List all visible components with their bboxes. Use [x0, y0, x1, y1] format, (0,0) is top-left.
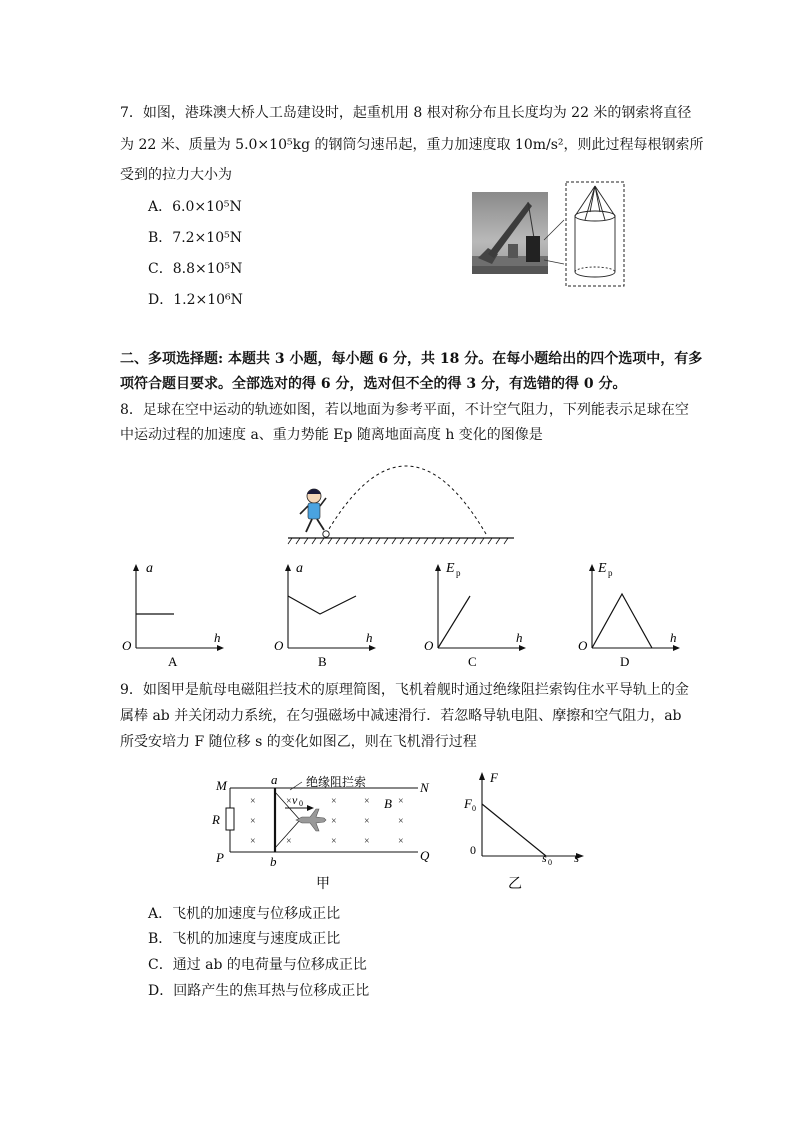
label-b: b: [270, 854, 277, 869]
graph-b-ylabel: a: [296, 561, 303, 576]
q9-option-c: C．通过 ab 的电荷量与位移成正比: [148, 957, 367, 973]
q7-line-3: 受到的拉力大小为: [120, 167, 232, 183]
label-f0: F: [464, 796, 472, 811]
graph-b-xlabel: h: [366, 630, 373, 645]
svg-text:×: ×: [398, 816, 404, 827]
label-r: R: [212, 812, 220, 827]
svg-text:×: ×: [398, 836, 404, 847]
graph-a-xlabel: h: [214, 630, 221, 645]
graph-c-line: [438, 596, 470, 648]
q7-figure: [468, 178, 628, 290]
football: [323, 531, 329, 537]
svg-text:×: ×: [250, 816, 256, 827]
label-v0: v: [292, 793, 298, 807]
label-p: P: [216, 850, 224, 865]
svg-text:×: ×: [331, 796, 337, 807]
graph-a: [120, 558, 230, 670]
fig-jia: [206, 768, 446, 892]
graph-c-option: C: [468, 654, 477, 669]
ball-trajectory: [326, 466, 486, 534]
q7-option-d: D．1.2×10⁶N: [148, 292, 243, 308]
svg-text:×: ×: [364, 796, 370, 807]
force-line: [482, 804, 546, 856]
graph-d-ylabel: E: [598, 561, 607, 576]
graph-a-option: A: [168, 654, 178, 669]
graph-c-ysub: p: [456, 568, 461, 578]
aircraft: [296, 809, 326, 831]
q7-line-2: 为 22 米、质量为 5.0×10⁵kg 的钢筒匀速吊起，重力加速度取 10m/s²，则此过程每根钢索所: [120, 137, 704, 153]
graph-d-line: [592, 594, 652, 648]
q9-line-2: 属棒 ab 并关闭动力系统，在匀强磁场中减速滑行．若忽略导轨电阻、摩擦和空气阻力，ab: [120, 708, 682, 724]
trajectory-figure: [286, 448, 516, 548]
graph-c-ylabel: E: [446, 561, 455, 576]
q9-option-b: B．飞机的加速度与速度成正比: [148, 931, 341, 947]
label-f0-sub: 0: [472, 804, 476, 813]
svg-text:×: ×: [250, 796, 256, 807]
label-origin: 0: [470, 843, 476, 857]
crane-photo: [472, 192, 548, 274]
player-figure: [300, 489, 326, 532]
label-q: Q: [420, 848, 430, 863]
svg-text:×: ×: [364, 836, 370, 847]
graph-d-option: D: [620, 654, 630, 669]
q7-line-1: 7．如图，港珠澳大桥人工岛建设时，起重机用 8 根对称分布且长度均为 22 米的钢索将直径: [120, 105, 692, 121]
cylinder-drawing: [575, 186, 615, 277]
fig-yi: [458, 764, 598, 892]
svg-text:×: ×: [331, 836, 337, 847]
q7-option-c: C．8.8×10⁵N: [148, 261, 243, 277]
q8-line-1: 8．足球在空中运动的轨迹如图，若以地面为参考平面，不计空气阻力，下列能表示足球在空: [120, 402, 689, 418]
q8-line-2: 中运动过程的加速度 a、重力势能 Ep 随离地面高度 h 变化的图像是: [120, 427, 543, 443]
caption-yi: 乙: [508, 877, 522, 892]
graph-a-origin: O: [122, 638, 132, 653]
graph-b-line: [288, 596, 356, 614]
label-s: s: [574, 850, 580, 865]
q9-option-a: A．飞机的加速度与位移成正比: [148, 906, 341, 922]
label-a: a: [271, 772, 278, 787]
q7-option-a: A．6.0×10⁵N: [148, 199, 242, 215]
graph-c-xlabel: h: [516, 630, 523, 645]
graph-c-origin: O: [424, 638, 434, 653]
graph-b: [268, 558, 378, 670]
q7-option-b: B．7.2×10⁵N: [148, 230, 242, 246]
graph-d-xlabel: h: [670, 630, 677, 645]
graph-b-option: B: [318, 654, 327, 669]
section2-line-2: 项符合题目要求。全部选对的得 6 分，选对但不全的得 3 分，有选错的得 0 分。: [120, 376, 627, 392]
graph-d-ysub: p: [608, 568, 613, 578]
svg-text:×: ×: [364, 816, 370, 827]
caption-jia: 甲: [316, 877, 330, 892]
graph-d-origin: O: [578, 638, 588, 653]
q9-option-d: D．回路产生的焦耳热与位移成正比: [148, 983, 370, 999]
label-s0: s: [542, 851, 547, 865]
label-f: F: [490, 770, 498, 785]
q9-line-3: 所受安培力 F 随位移 s 的变化如图乙，则在飞机滑行过程: [120, 734, 477, 750]
resistor-r: [226, 808, 234, 830]
svg-text:×: ×: [286, 796, 292, 807]
svg-text:×: ×: [286, 836, 292, 847]
section2-line-1: 二、多项选择题: 本题共 3 小题，每小题 6 分，共 18 分。在每小题给出的四个选项中，有多: [120, 351, 703, 367]
label-n: N: [420, 780, 429, 795]
label-s0-sub: 0: [548, 858, 552, 867]
svg-text:×: ×: [398, 796, 404, 807]
graph-a-ylabel: a: [146, 561, 153, 576]
label-field-b: B: [384, 796, 392, 811]
svg-text:×: ×: [250, 836, 256, 847]
graph-b-origin: O: [274, 638, 284, 653]
label-cable: 绝缘阻拦索: [306, 775, 367, 789]
svg-text:×: ×: [331, 816, 337, 827]
label-v0-sub: 0: [299, 799, 303, 808]
label-m: M: [216, 778, 227, 793]
q9-line-1: 9．如图甲是航母电磁阻拦技术的原理简图，飞机着舰时通过绝缘阻拦索钩住水平导轨上的金: [120, 682, 689, 698]
graph-c: [420, 558, 530, 670]
graph-d: [572, 558, 684, 670]
